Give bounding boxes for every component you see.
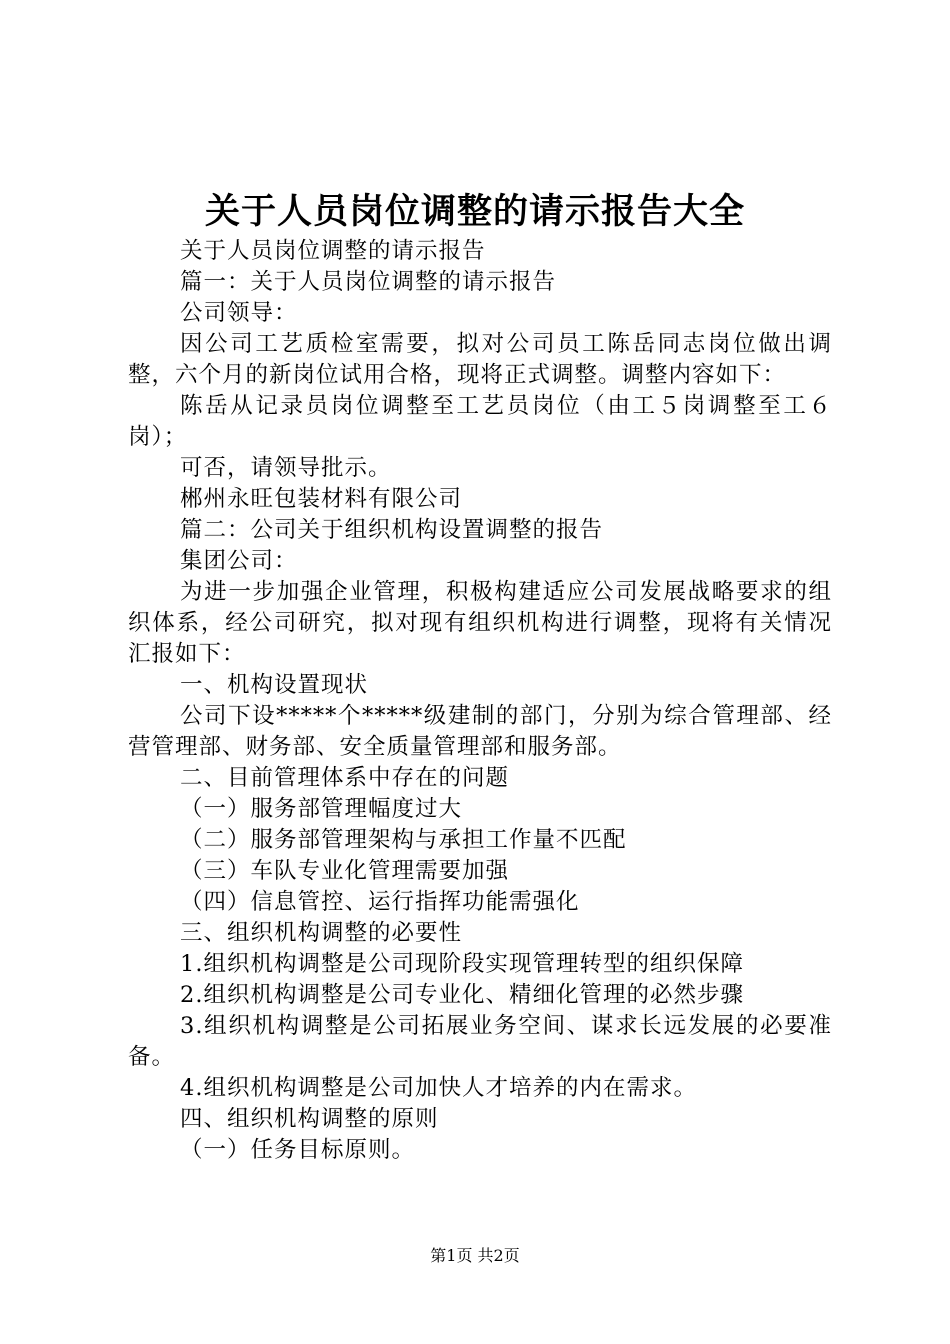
paragraph: 篇一：关于人员岗位调整的请示报告 — [180, 269, 557, 295]
paragraph: 一、机构设置现状 — [180, 672, 369, 698]
paragraph: 因公司工艺质检室需要，拟对公司员工陈岳同志岗位做出调整，六个月的新岗位试用合格，现将正式调整。调整内容如下： — [128, 331, 832, 388]
paragraph: 公司下设*****个*****级建制的部门，分别为综合管理部、经营管理部、财务部、安全质量管理部和服务部。 — [128, 703, 832, 760]
paragraph: 关于人员岗位调整的请示报告 — [180, 238, 486, 264]
paragraph: 陈岳从记录员岗位调整至工艺员岗位（由工５岗调整至工６岗）； — [128, 393, 832, 450]
paragraph: 四、组织机构调整的原则 — [180, 1106, 439, 1132]
paragraph: （一）服务部管理幅度过大 — [180, 796, 463, 822]
paragraph: 1.组织机构调整是公司现阶段实现管理转型的组织保障 — [180, 951, 744, 977]
paragraph: （三）车队专业化管理需要加强 — [180, 858, 510, 884]
paragraph: 三、组织机构调整的必要性 — [180, 920, 463, 946]
paragraph: 3.组织机构调整是公司拓展业务空间、谋求长远发展的必要准备。 — [128, 1013, 832, 1070]
paragraph: （四）信息管控、运行指挥功能需强化 — [180, 889, 580, 915]
paragraph: 集团公司： — [180, 548, 298, 574]
paragraph: 二、目前管理体系中存在的问题 — [180, 765, 510, 791]
paragraph: 可否，请领导批示。 — [180, 455, 392, 481]
paragraph: 4.组织机构调整是公司加快人才培养的内在需求。 — [180, 1075, 697, 1101]
paragraph: 2.组织机构调整是公司专业化、精细化管理的必然步骤 — [180, 982, 744, 1008]
paragraph: 为进一步加强企业管理，积极构建适应公司发展战略要求的组织体系，经公司研究，拟对现有组织机构进行调整，现将有关情况汇报如下： — [128, 579, 832, 667]
document-body — [128, 236, 832, 1166]
paragraph: （二）服务部管理架构与承担工作量不匹配 — [180, 827, 627, 853]
document-title: 关于人员岗位调整的请示报告大全 — [204, 191, 745, 232]
paragraph: 篇二：公司关于组织机构设置调整的报告 — [180, 517, 604, 543]
paragraph: 郴州永旺包装材料有限公司 — [180, 486, 463, 512]
paragraph: （一）任务目标原则。 — [180, 1137, 416, 1163]
page-footer: 第1页 共2页 — [430, 1246, 520, 1265]
paragraph: 公司领导： — [180, 300, 298, 326]
